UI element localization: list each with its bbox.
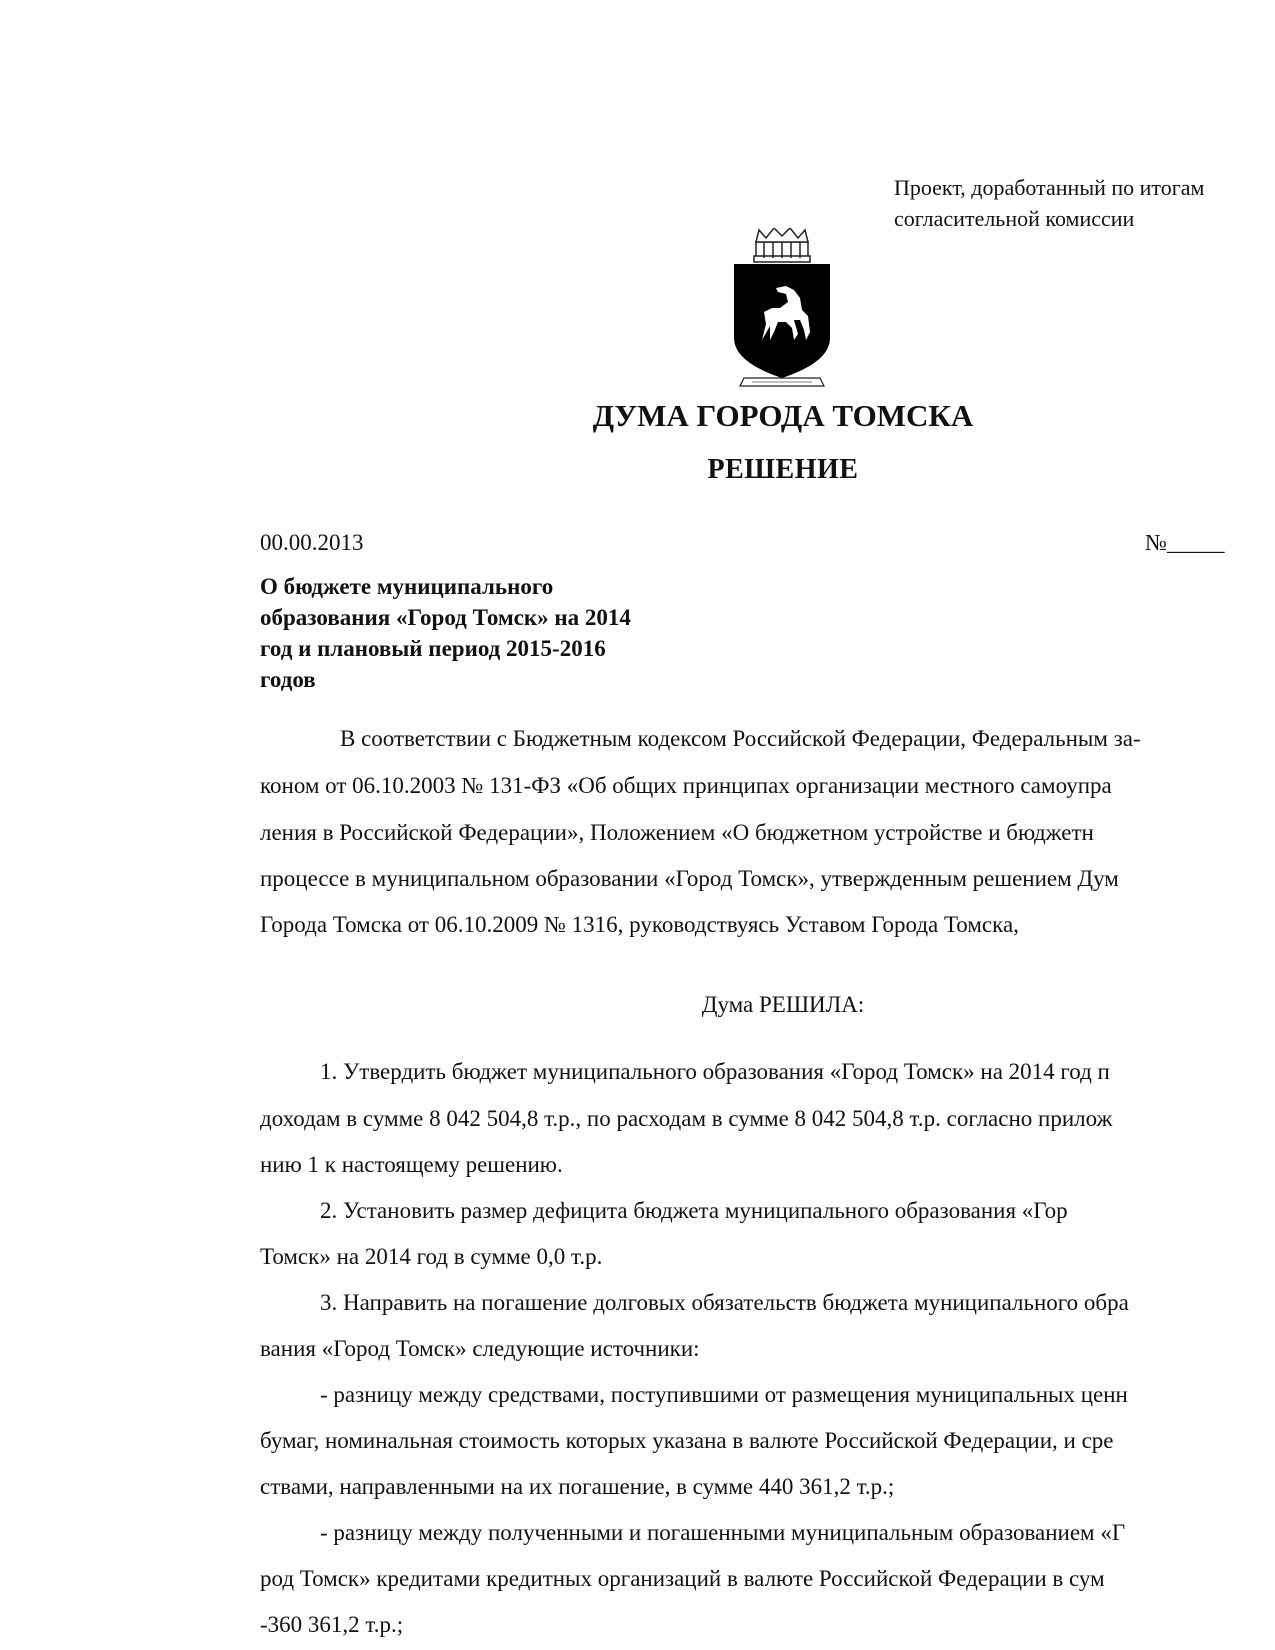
preamble-line: процессе в муниципальном образовании «Город Томск», утвержденным решением Дум <box>260 866 1119 891</box>
item-line: род Томск» кредитами кредитных организаций в валюте Российской Федерации в сум <box>260 1566 1105 1591</box>
item-line: 1. Утвердить бюджет муниципального образования «Город Томск» на 2014 год п <box>320 1059 1110 1084</box>
subject-line: О бюджете муниципального <box>260 574 554 599</box>
item-line: 3. Направить на погашение долговых обязательств бюджета муниципального обра <box>320 1290 1129 1315</box>
draft-note-line-2: согласительной комиссии <box>894 206 1135 231</box>
item-line: 2. Установить размер дефицита бюджета муниципального образования «Гор <box>320 1198 1068 1223</box>
subject-line: год и плановый период 2015-2016 <box>260 636 606 661</box>
draft-note-line-1: Проект, доработанный по итогам <box>894 175 1205 200</box>
draft-note <box>894 172 1204 234</box>
item-line: бумаг, номинальная стоимость которых указана в валюте Российской Федерации, и сре <box>260 1428 1114 1453</box>
item-line: нию 1 к настоящему решению. <box>260 1152 563 1177</box>
preamble-line: ления в Российской Федерации», Положением «О бюджетном устройстве и бюджетн <box>260 820 1094 845</box>
resolution-heading: Дума РЕШИЛА: <box>701 992 865 1017</box>
tomsk-coat-of-arms-icon <box>728 228 836 390</box>
item-line: - разницу между средствами, поступившими от размещения муниципальных ценн <box>320 1382 1128 1407</box>
preamble-line: коном от 06.10.2003 № 131-ФЗ «Об общих принципах организации местного самоупрa <box>260 773 1112 798</box>
document-number: №_____ <box>1145 530 1225 555</box>
item-line: вания «Город Томск» следующие источники: <box>260 1336 700 1361</box>
subject-line: образования «Город Томск» на 2014 <box>260 605 631 630</box>
document-type: РЕШЕНИЕ <box>707 454 859 485</box>
preamble-line: Города Томска от 06.10.2009 № 1316, руководствуясь Уставом Города Томска, <box>260 912 1019 937</box>
subject-line: годов <box>260 667 316 692</box>
document-date: 00.00.2013 <box>260 530 364 555</box>
item-line: ствами, направленными на их погашение, в сумме 440 361,2 т.р.; <box>260 1474 895 1499</box>
item-line: -360 361,2 т.р.; <box>260 1612 404 1637</box>
document-subject <box>260 571 631 695</box>
item-line: доходам в сумме 8 042 504,8 т.р., по расходам в сумме 8 042 504,8 т.р. согласно прилож <box>260 1106 1113 1131</box>
org-title: ДУМА ГОРОДА ТОМСКА <box>592 398 974 433</box>
item-line: - разницу между полученными и погашенными муниципальным образованием «Г <box>320 1520 1126 1545</box>
item-line: Томск» на 2014 год в сумме 0,0 т.р. <box>260 1244 603 1269</box>
preamble-line: В соответствии с Бюджетным кодексом Российской Федерации, Федеральным за- <box>340 726 1141 751</box>
